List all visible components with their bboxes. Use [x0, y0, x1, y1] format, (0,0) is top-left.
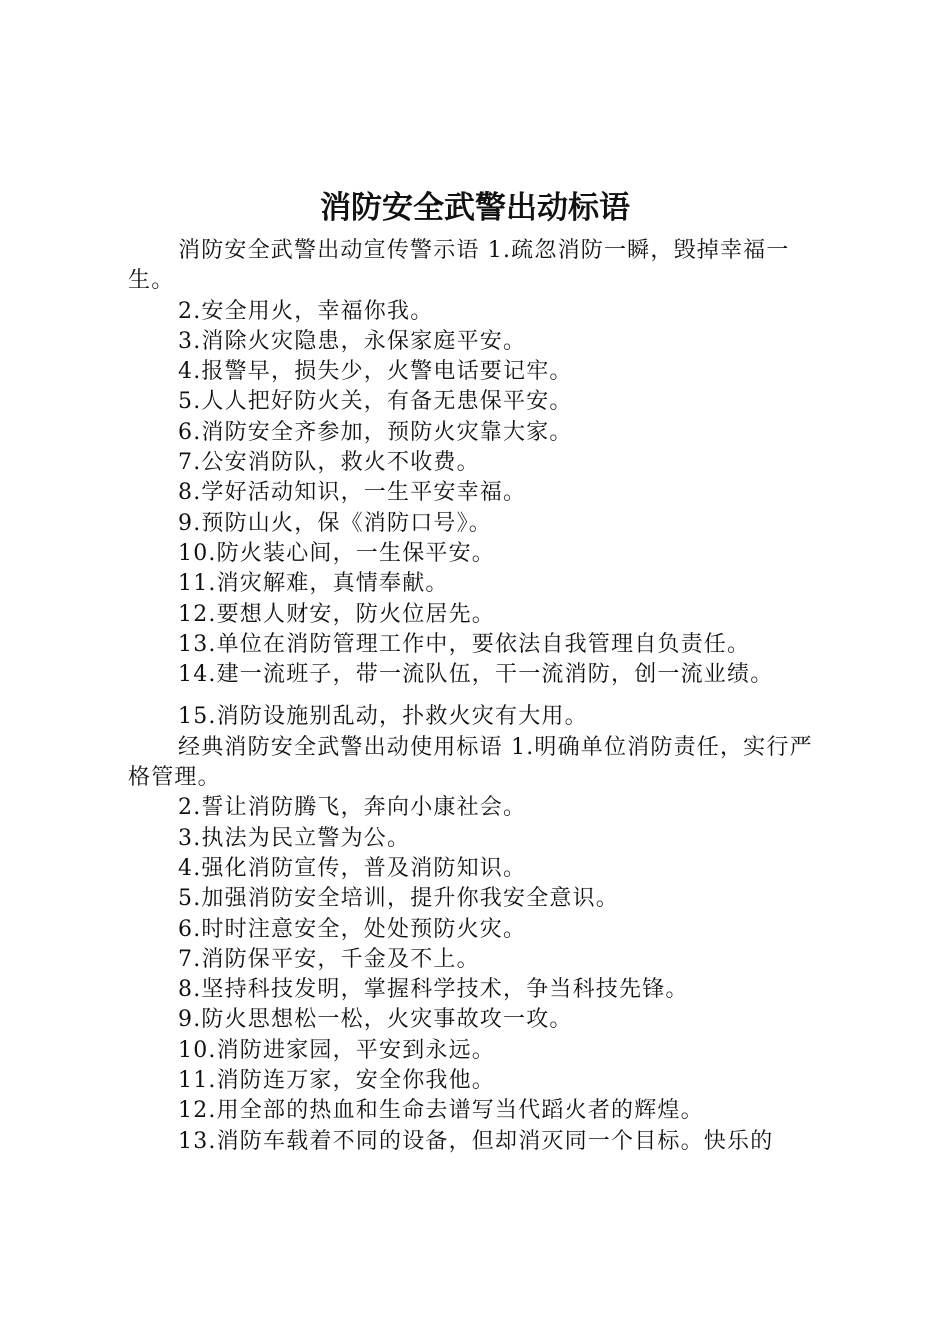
slogan-line: 5.人人把好防火关，有备无患保平安。 [178, 389, 573, 415]
slogan-line: 14.建一流班子，带一流队伍，干一流消防，创一流业绩。 [178, 662, 774, 688]
slogan-line: 8.坚持科技发明，掌握科学技术，争当科技先锋。 [178, 977, 689, 1003]
slogan-line: 4.强化消防宣传，普及消防知识。 [178, 855, 527, 881]
slogan-line: 11.消防连万家，安全你我他。 [178, 1068, 495, 1094]
slogan-line: 12.要想人财安，防火位居先。 [178, 601, 495, 627]
slogan-line: 7.公安消防队，救火不收费。 [178, 450, 480, 476]
document-title: 消防安全武警出动标语 [320, 190, 630, 226]
slogan-line: 9.防火思想松一松，火灾事故攻一攻。 [178, 1007, 573, 1033]
document-body [128, 236, 833, 1157]
slogan-line: 12.用全部的热血和生命去谱写当代蹈火者的辉煌。 [178, 1098, 704, 1124]
slogan-line: 15.消防设施别乱动，扑救火灾有大用。 [178, 704, 588, 730]
slogan-line: 2.誓让消防腾飞，奔向小康社会。 [178, 795, 527, 821]
paragraph: 经典消防安全武警出动使用标语 1.明确单位消防责任，实行严格管理。 [128, 734, 813, 791]
slogan-line: 11.消灾解难，真情奉献。 [178, 571, 449, 597]
slogan-line: 3.消除火灾隐患，永保家庭平安。 [178, 328, 527, 354]
slogan-line: 3.执法为民立警为公。 [178, 825, 411, 851]
slogan-line: 8.学好活动知识，一生平安幸福。 [178, 480, 527, 506]
slogan-line: 9.预防山火，保《消防口号》。 [178, 510, 492, 536]
slogan-line: 10.消防进家园，平安到永远。 [178, 1037, 495, 1063]
slogan-line: 6.消防安全齐参加，预防火灾靠大家。 [178, 419, 573, 445]
slogan-line: 13.消防车载着不同的设备，但却消灭同一个目标。快乐的 [178, 1128, 774, 1154]
slogan-line: 13.单位在消防管理工作中，要依法自我管理自负责任。 [178, 631, 751, 657]
slogan-line: 2.安全用火，幸福你我。 [178, 298, 434, 324]
slogan-line: 10.防火装心间，一生保平安。 [178, 540, 495, 566]
paragraph: 消防安全武警出动宣传警示语 1.疏忽消防一瞬，毁掉幸福一生。 [128, 238, 790, 294]
slogan-line: 7.消防保平安，千金及不上。 [178, 946, 480, 972]
slogan-line: 4.报警早，损失少，火警电话要记牢。 [178, 359, 573, 385]
slogan-line: 6.时时注意安全，处处预防火灾。 [178, 916, 527, 942]
slogan-line: 5.加强消防安全培训，提升你我安全意识。 [178, 886, 619, 912]
